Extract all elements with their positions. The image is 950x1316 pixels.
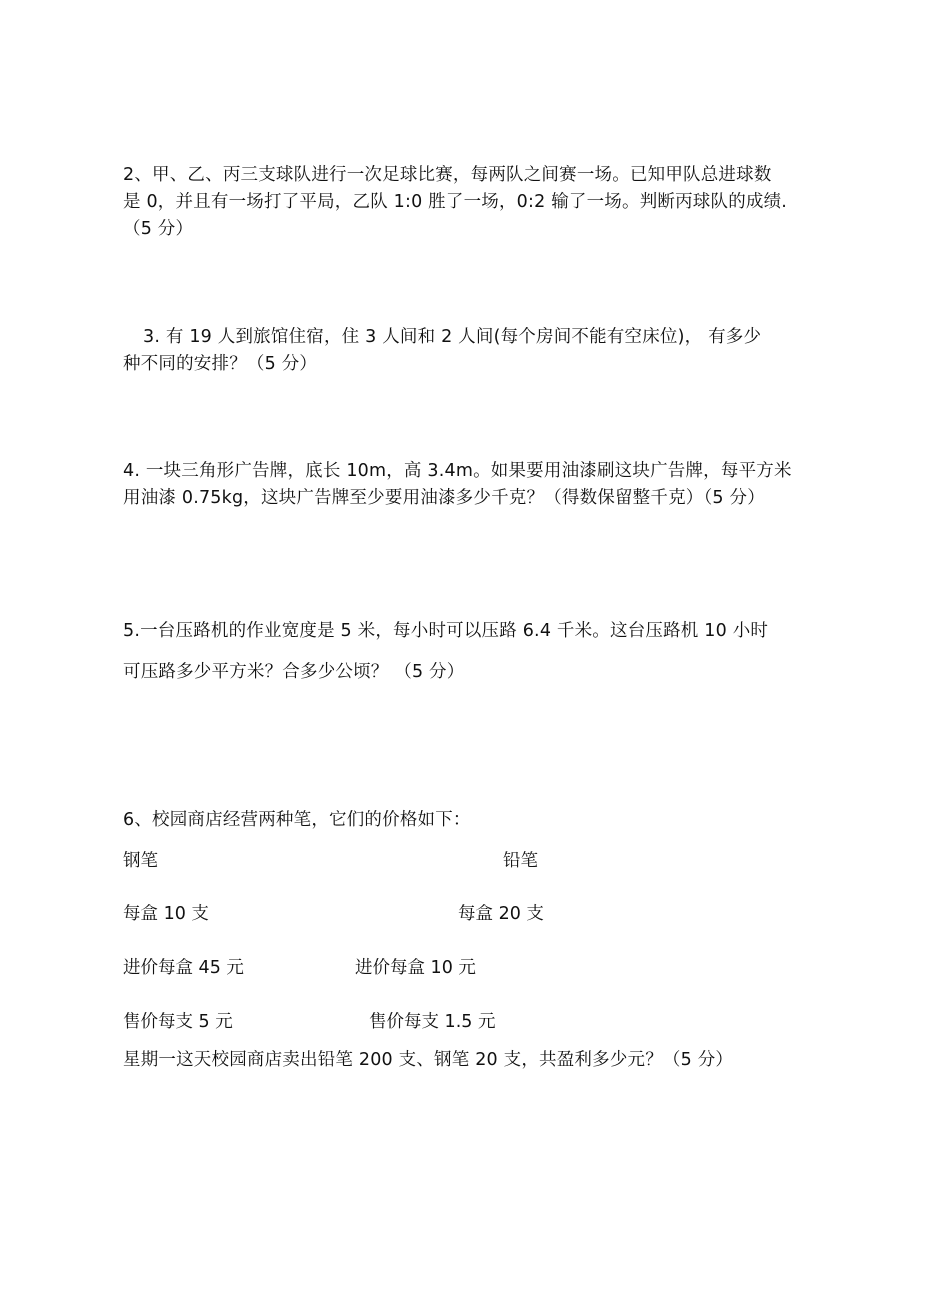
question-2-line-1: 2、甲、乙、丙三支球队进行一次足球比赛，每两队之间赛一场。已知甲队总进球数 xyxy=(123,165,772,185)
question-5-line-1: 5.一台压路机的作业宽度是 5 米，每小时可以压路 6.4 千米。这台压路机 10 小时 xyxy=(123,621,769,641)
pen-cost: 进价每盒 45 元 xyxy=(123,958,244,978)
question-2-line-3: （5 分） xyxy=(123,219,194,239)
pen-name: 钢笔 xyxy=(123,851,158,871)
pen-price: 售价每支 5 元 xyxy=(123,1012,233,1032)
question-6-question: 星期一这天校园商店卖出铅笔 200 支、钢笔 20 支，共盈利多少元？（5 分） xyxy=(123,1050,734,1070)
question-2-line-2: 是 0，并且有一场打了平局，乙队 1:0 胜了一场，0:2 输了一场。判断丙球队的成绩. xyxy=(123,192,788,212)
question-6-intro: 6、校园商店经营两种笔，它们的价格如下： xyxy=(123,810,471,830)
pencil-price: 售价每支 1.5 元 xyxy=(369,1012,496,1032)
question-3-line-1: 3. 有 19 人到旅馆住宿，住 3 人间和 2 人间(每个房间不能有空床位)， 有多少 xyxy=(143,327,762,347)
question-4-line-2: 用油漆 0.75kg，这块广告牌至少要用油漆多少千克？（得数保留整千克）（5 分） xyxy=(123,488,765,508)
pen-box-count: 每盒 10 支 xyxy=(123,904,209,924)
question-4-line-1: 4. 一块三角形广告牌，底长 10m，高 3.4m。如果要用油漆刷这块广告牌，每平方米 xyxy=(123,461,792,481)
pencil-cost: 进价每盒 10 元 xyxy=(355,958,476,978)
question-5-line-2: 可压路多少平方米？合多少公顷？ （5 分） xyxy=(123,662,465,682)
question-3-line-2: 种不同的安排？（5 分） xyxy=(123,354,318,374)
pencil-box-count: 每盒 20 支 xyxy=(458,904,544,924)
pencil-name: 铅笔 xyxy=(503,851,538,871)
